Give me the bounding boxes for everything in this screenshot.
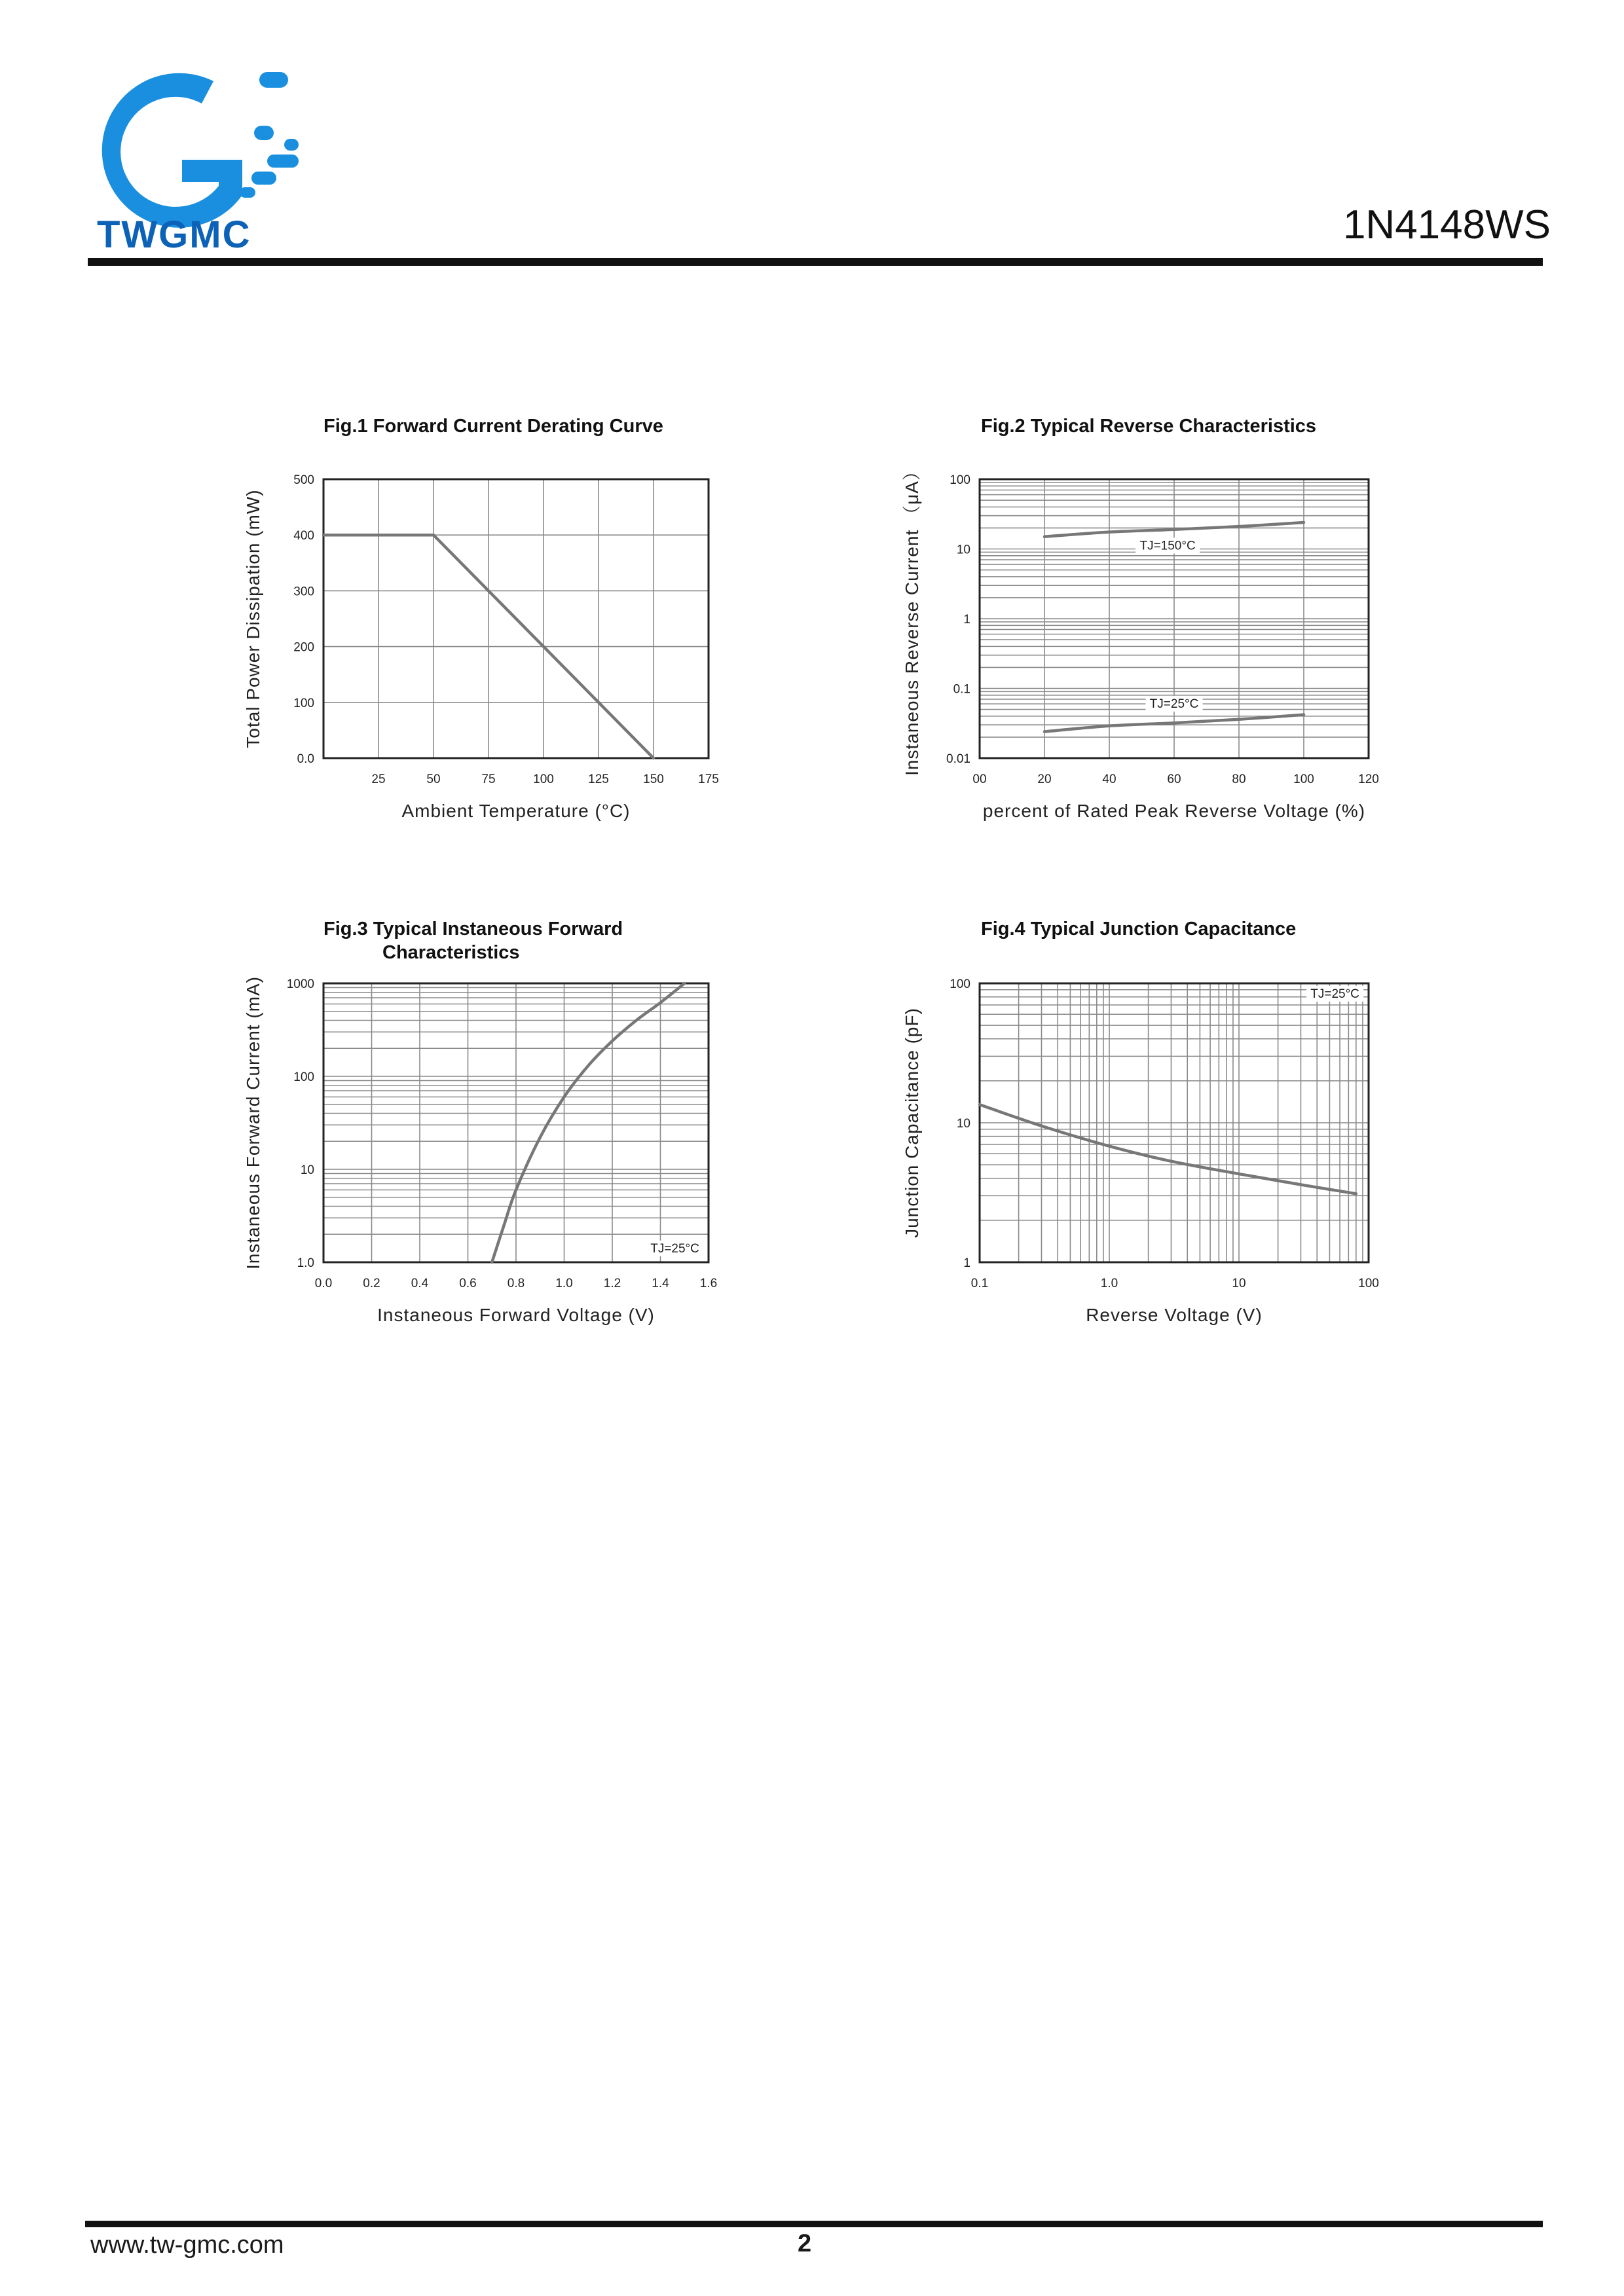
y-tick-label: 400 (293, 529, 314, 543)
y-tick-label: 1 (963, 613, 970, 627)
y-tick-label: 500 (293, 473, 314, 487)
y-tick-label: 1 (963, 1256, 970, 1270)
y-tick-label: 100 (293, 1070, 314, 1084)
x-tick-label: 0.1 (970, 1277, 989, 1290)
figure-title: Fig.3 Typical Instaneous Forward (323, 919, 623, 939)
series-annotation: TJ=150°C (1139, 539, 1196, 553)
y-axis-label: Total Power Dissipation (mW) (243, 489, 263, 748)
part-number: 1N4148WS (1342, 202, 1551, 247)
x-tick-label: 120 (1358, 773, 1379, 786)
y-axis-label: Instaneous Forward Current (mA) (243, 975, 263, 1270)
x-axis-label: Reverse Voltage (V) (1086, 1305, 1263, 1325)
y-tick-label: 1000 (286, 977, 314, 991)
y-tick-label: 0.1 (953, 682, 970, 697)
y-tick-label: 100 (950, 977, 970, 991)
figure-title-line2: Characteristics (382, 942, 520, 963)
y-tick-label: 0.0 (297, 752, 314, 766)
x-axis-label: Ambient Temperature (°C) (401, 801, 631, 821)
y-axis-label: Junction Capacitance (pF) (902, 1008, 922, 1238)
x-tick-label: 1.4 (652, 1277, 669, 1290)
x-tick-label: 100 (1358, 1277, 1379, 1290)
y-tick-label: 10 (956, 543, 970, 557)
y-tick-label: 10 (956, 1117, 970, 1131)
footer-rule (85, 2221, 1543, 2227)
x-tick-label: 10 (1232, 1277, 1246, 1290)
series-curve (980, 1104, 1356, 1194)
x-tick-label: 80 (1232, 773, 1246, 786)
series-annotation: TJ=25°C (1149, 697, 1199, 711)
x-tick-label: 60 (1167, 773, 1181, 786)
x-tick-label: 0.6 (459, 1277, 477, 1290)
y-tick-label: 10 (300, 1163, 314, 1177)
y-tick-label: 200 (293, 640, 314, 655)
x-tick-label: 00 (972, 773, 987, 786)
y-tick-label: 0.01 (946, 752, 970, 766)
y-tick-label: 100 (950, 473, 970, 487)
x-tick-label: 75 (481, 773, 496, 786)
x-tick-label: 20 (1037, 773, 1052, 786)
y-tick-label: 100 (293, 696, 314, 710)
figure-title: Fig.2 Typical Reverse Characteristics (981, 416, 1317, 437)
footer-url: www.tw-gmc.com (90, 2231, 284, 2259)
figure-title: Fig.1 Forward Current Derating Curve (323, 416, 663, 437)
series-annotation: TJ=25°C (650, 1241, 699, 1256)
x-tick-label: 0.0 (314, 1277, 333, 1290)
x-tick-label: 100 (1293, 773, 1314, 786)
x-tick-label: 100 (533, 773, 554, 786)
x-tick-label: 125 (588, 773, 609, 786)
x-tick-label: 1.0 (555, 1277, 573, 1290)
x-axis-label: percent of Rated Peak Reverse Voltage (%) (982, 801, 1366, 821)
figure-title: Fig.4 Typical Junction Capacitance (981, 919, 1297, 939)
x-tick-label: 175 (698, 773, 719, 786)
x-tick-label: 150 (643, 773, 664, 786)
x-axis-label: Instaneous Forward Voltage (V) (377, 1305, 655, 1325)
series-annotation: TJ=25°C (1310, 987, 1359, 1001)
y-tick-label: 300 (293, 585, 314, 599)
x-tick-label: 1.2 (603, 1277, 621, 1290)
page-number: 2 (798, 2230, 812, 2257)
y-axis-label: Instaneous Reverse Current （μA） (902, 462, 922, 776)
x-tick-label: 50 (426, 773, 441, 786)
x-tick-label: 0.4 (411, 1277, 429, 1290)
x-tick-label: 40 (1102, 773, 1116, 786)
x-tick-label: 0.8 (507, 1277, 525, 1290)
x-tick-label: 1.0 (1100, 1277, 1118, 1290)
logo-text: TWGMC (97, 213, 251, 256)
x-tick-label: 1.6 (699, 1277, 718, 1290)
x-tick-label: 25 (371, 773, 386, 786)
y-tick-label: 1.0 (297, 1256, 314, 1270)
x-tick-label: 0.2 (363, 1277, 380, 1290)
